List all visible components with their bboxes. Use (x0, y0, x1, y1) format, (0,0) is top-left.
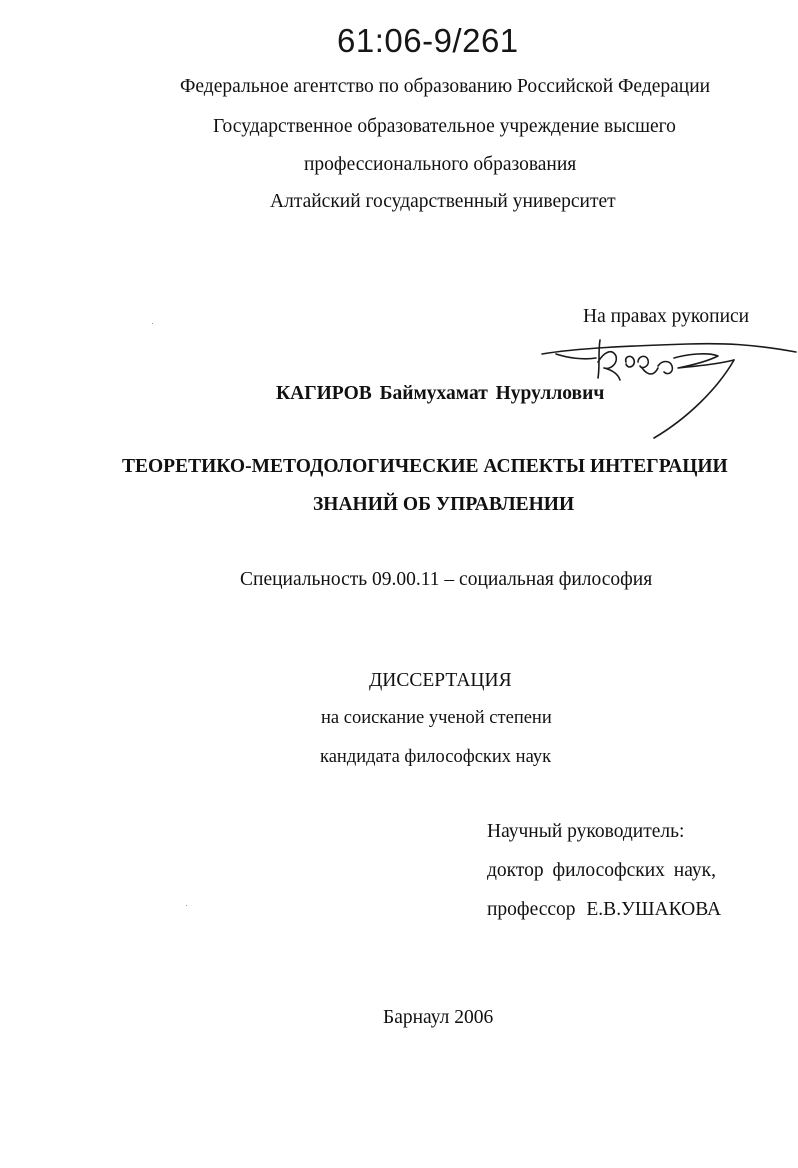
advisor-label: Научный руководитель: (487, 821, 685, 842)
scan-speck (152, 323, 153, 324)
archive-stamp-number: 61:06-9/261 (337, 22, 519, 59)
organization-university: Алтайский государственный университет (270, 191, 616, 212)
organization-education-level: профессионального образования (304, 154, 577, 175)
advisor-name: профессор Е.В.УШАКОВА (487, 899, 722, 920)
organization-agency: Федеральное агентство по образованию Российской Федерации (180, 76, 711, 97)
manuscript-rights-note: На правах рукописи (583, 306, 750, 327)
specialty-code: Специальность 09.00.11 – социальная философия (240, 569, 653, 590)
degree-purpose-line-1: на соискание ученой степени (321, 708, 552, 728)
organization-institution-type: Государственное образовательное учреждение высшего (213, 116, 676, 137)
city-and-year: Барнаул 2006 (383, 1007, 494, 1028)
dissertation-title-line-2: ЗНАНИЙ ОБ УПРАВЛЕНИИ (313, 494, 575, 515)
author-name: КАГИРОВ Баймухамат Нуруллович (276, 383, 605, 404)
degree-purpose-line-2: кандидата философских наук (320, 747, 552, 767)
scan-speck (186, 905, 187, 906)
document-type: ДИССЕРТАЦИЯ (369, 670, 512, 691)
advisor-degree: доктор философских наук, (487, 860, 716, 881)
dissertation-title-line-1: ТЕОРЕТИКО-МЕТОДОЛОГИЧЕСКИЕ АСПЕКТЫ ИНТЕГРАЦИИ (122, 456, 728, 477)
